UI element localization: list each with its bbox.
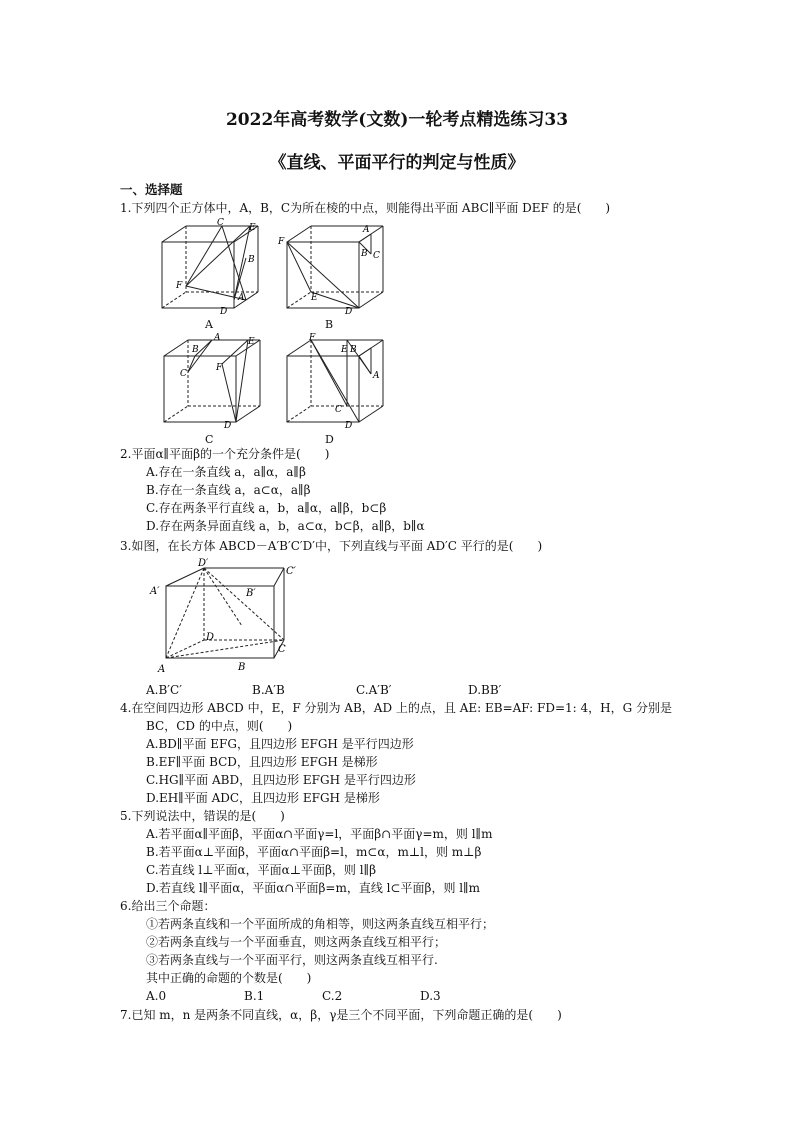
svg-text:C: C: [278, 644, 286, 655]
svg-text:A: A: [158, 664, 166, 675]
svg-text:E: E: [248, 337, 255, 347]
svg-text:D: D: [345, 421, 353, 430]
svg-text:E: E: [341, 345, 348, 355]
question-5-option-a: A.若平面α∥平面β，平面α∩平面γ=l，平面β∩平面γ=m，则 l∥m: [146, 827, 493, 841]
question-3-option-d: D.BB′: [468, 683, 502, 697]
svg-text:B: B: [192, 345, 199, 355]
cube-figure-c: [150, 330, 270, 430]
svg-text:B: B: [238, 662, 246, 673]
svg-text:C: C: [373, 251, 380, 261]
question-3-option-b: B.A′B: [252, 683, 285, 697]
page-subtitle: 《直线、平面平行的判定与性质》: [269, 153, 525, 173]
svg-text:A: A: [373, 371, 380, 381]
svg-text:D′: D′: [198, 558, 209, 569]
svg-text:B′: B′: [246, 588, 256, 599]
question-6-item-1: ①若两条直线和一个平面所成的角相等，则这两条直线互相平行；: [146, 917, 495, 931]
question-6-ask: 其中正确的命题的个数是( ): [146, 971, 312, 985]
question-6-option-d: D.3: [420, 989, 441, 1003]
question-4-option-d: D.EH∥平面 ADC，且四边形 EFGH 是梯形: [146, 791, 380, 805]
svg-text:F: F: [278, 237, 285, 247]
svg-text:B: B: [361, 249, 368, 259]
figure-label-a: A: [205, 318, 213, 331]
question-6-option-a: A.0: [146, 989, 167, 1003]
cube-figure-d: [275, 330, 395, 430]
svg-text:C: C: [335, 405, 342, 415]
question-4-stem-cont: BC，CD 的中点，则( ): [146, 719, 293, 733]
cube-figure-b: [275, 218, 395, 318]
svg-text:F: F: [176, 281, 183, 291]
vertex-label-c: C: [217, 218, 224, 228]
question-5-option-b: B.若平面α⊥平面β，平面α∩平面β=l，m⊂α，m⊥l，则 m⊥β: [146, 845, 482, 859]
svg-text:E: E: [311, 293, 318, 303]
figure-label-b: B: [325, 318, 334, 331]
svg-text:B: B: [248, 255, 255, 265]
question-6-option-c: C.2: [322, 989, 343, 1003]
question-4-stem: 4.在空间四边形 ABCD 中，E，F 分别为 AB，AD 上的点，且 AE: EB=AF: FD=1: 4，H，G 分别是: [120, 701, 673, 715]
svg-text:C: C: [180, 369, 187, 379]
svg-text:E: E: [249, 223, 256, 233]
question-3-option-a: A.B′C′: [146, 683, 182, 697]
svg-text:A: A: [363, 225, 370, 235]
question-5-option-c: C.若直线 l⊥平面α，平面α⊥平面β，则 l∥β: [146, 863, 377, 877]
page-title: 2022年高考数学(文数)一轮考点精选练习33: [225, 110, 569, 130]
svg-text:A: A: [214, 333, 221, 343]
question-6-option-b: B.1: [244, 989, 265, 1003]
cube-figure-a: [150, 218, 270, 318]
question-5-option-d: D.若直线 l∥平面α，平面α∩平面β=m，直线 l⊂平面β，则 l∥m: [146, 881, 481, 895]
question-2-option-d: D.存在两条异面直线 a，b，a⊂α，b⊂β，a∥β，b∥α: [146, 519, 425, 533]
question-3-option-c: C.A′B′: [356, 683, 392, 697]
svg-text:F: F: [309, 333, 316, 343]
question-6-stem: 6.给出三个命题：: [120, 899, 216, 913]
svg-text:F: F: [216, 363, 223, 373]
svg-text:D: D: [224, 421, 232, 430]
question-4-option-c: C.HG∥平面 ABD，且四边形 EFGH 是平行四边形: [146, 773, 416, 787]
question-3-stem: 3.如图，在长方体 ABCD－A′B′C′D′中，下列直线与平面 AD′C 平行的是( ): [120, 539, 543, 553]
svg-text:C′: C′: [286, 566, 296, 577]
svg-text:D: D: [206, 632, 215, 643]
section-heading: 一、选择题: [120, 182, 183, 197]
svg-text:A′: A′: [150, 586, 160, 597]
question-1-stem: 1.下列四个正方体中，A，B，C为所在棱的中点，则能得出平面 ABC∥平面 DEF 的是( ): [120, 201, 611, 215]
question-6-item-3: ③若两条直线与一个平面平行，则这两条直线互相平行.: [146, 953, 438, 967]
figure-label-c: C: [205, 433, 214, 446]
question-2-option-b: B.存在一条直线 a，a⊂α，a∥β: [146, 483, 311, 497]
question-5-stem: 5.下列说法中，错误的是( ): [120, 809, 285, 823]
svg-text:D: D: [220, 307, 228, 317]
question-4-option-a: A.BD∥平面 EFG，且四边形 EFGH 是平行四边形: [146, 737, 414, 751]
svg-text:B: B: [350, 345, 357, 355]
question-4-option-b: B.EF∥平面 BCD，且四边形 EFGH 是梯形: [146, 755, 378, 769]
cuboid-figure: [146, 556, 306, 678]
svg-text:D: D: [345, 307, 353, 317]
svg-text:A: A: [238, 293, 245, 303]
question-7-stem: 7.已知 m，n 是两条不同直线，α，β，γ是三个不同平面，下列命题正确的是( ): [120, 1008, 562, 1022]
question-2-stem: 2.平面α∥平面β的一个充分条件是( ): [120, 447, 330, 461]
question-2-option-c: C.存在两条平行直线 a，b，a∥α，a∥β，b⊂β: [146, 501, 387, 515]
question-6-item-2: ②若两条直线与一个平面垂直，则这两条直线互相平行；: [146, 935, 447, 949]
figure-label-d: D: [325, 433, 334, 446]
question-2-option-a: A.存在一条直线 a，a∥α，a∥β: [146, 465, 306, 479]
